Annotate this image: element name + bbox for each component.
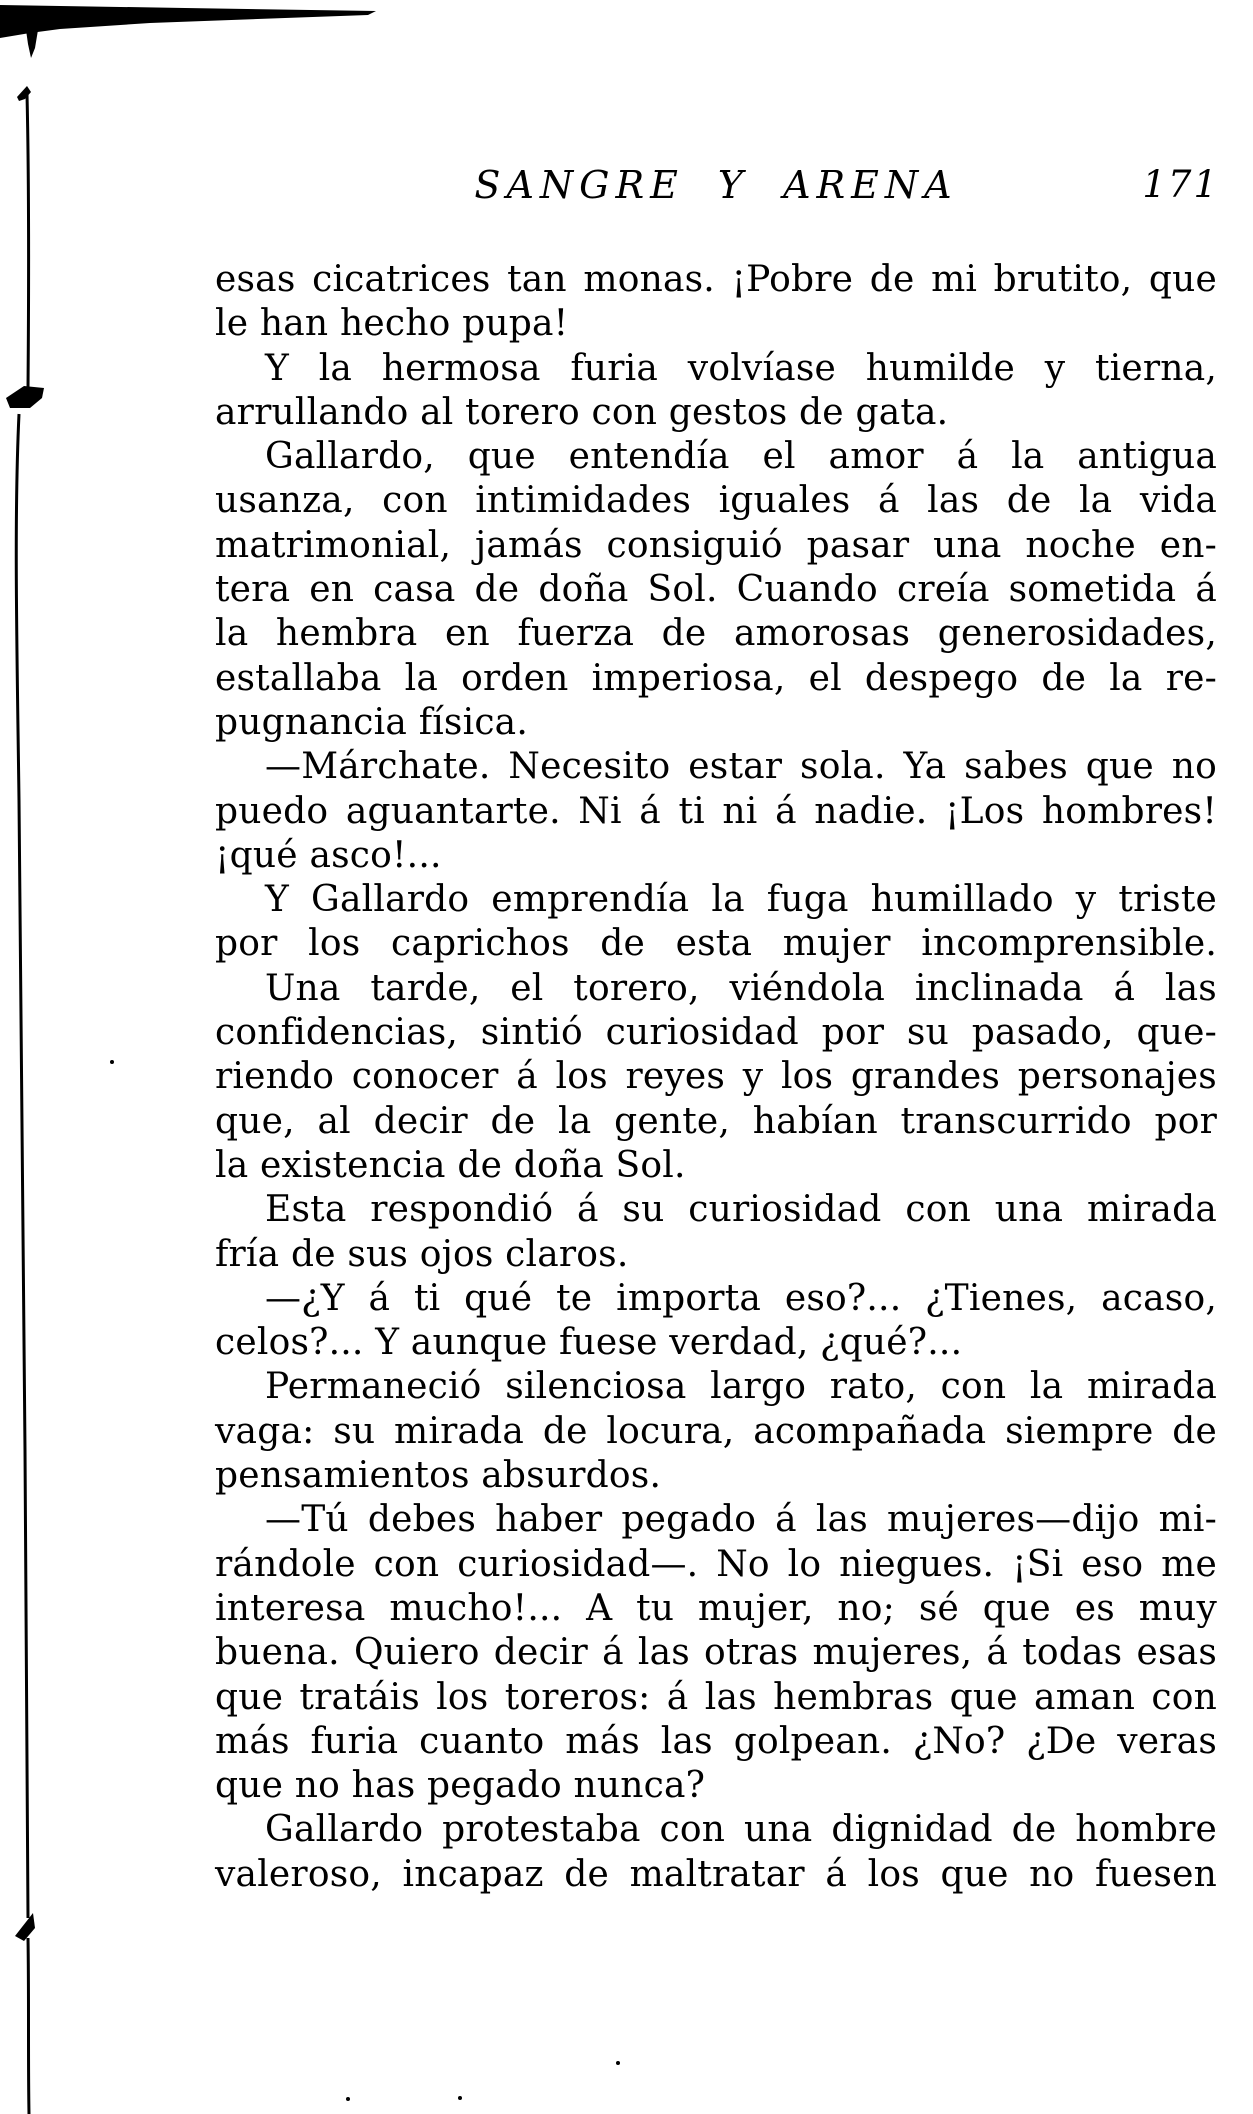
scan-speck xyxy=(110,1060,114,1064)
text-line: estallaba la orden imperiosa, el despego de la re- xyxy=(215,657,1217,699)
text-line: que, al decir de la gente, habían transcurrido por xyxy=(215,1100,1217,1142)
scan-speck xyxy=(458,2096,462,2100)
text-line: la existencia de doña Sol. xyxy=(215,1144,686,1186)
text-line: —Tú debes haber pegado á las mujeres—dijo mi- xyxy=(265,1499,1217,1541)
scan-speck xyxy=(346,2097,350,2101)
text-line: vaga: su mirada de locura, acompañada siempre de xyxy=(215,1410,1217,1452)
text-line: la hembra en fuerza de amorosas generosidades, xyxy=(215,613,1217,655)
text-line: matrimonial, jamás consiguió pasar una noche en- xyxy=(215,524,1217,566)
text-line: pensamientos absurdos. xyxy=(215,1455,662,1497)
text-line: Y Gallardo emprendía la fuga humillado y triste xyxy=(265,879,1217,921)
text-line: celos?... Y aunque fuese verdad, ¿qué?... xyxy=(215,1322,963,1364)
text-line: pugnancia física. xyxy=(215,701,528,743)
text-line: riendo conocer á los reyes y los grandes personajes xyxy=(215,1056,1217,1098)
text-line: arrullando al torero con gestos de gata. xyxy=(215,391,949,433)
page-number: 171 xyxy=(1142,163,1219,206)
text-line: puedo aguantarte. Ni á ti ni á nadie. ¡Los hombres! xyxy=(215,790,1217,832)
page-title: SANGRE Y ARENA xyxy=(474,163,958,207)
text-line: le han hecho pupa! xyxy=(215,303,569,345)
text-line: valeroso, incapaz de maltratar á los que no fuesen xyxy=(215,1853,1217,1895)
text-line: Gallardo protestaba con una dignidad de hombre xyxy=(265,1809,1217,1851)
text-line: buena. Quiero decir á las otras mujeres, á todas esas xyxy=(215,1632,1217,1674)
text-line: rándole con curiosidad—. No lo niegues. ¡Si eso me xyxy=(215,1543,1217,1585)
text-line: esas cicatrices tan monas. ¡Pobre de mi brutito, que xyxy=(215,259,1217,300)
text-line: —¿Y á ti qué te importa eso?... ¿Tienes, acaso, xyxy=(265,1277,1217,1319)
text-line: ¡qué asco!... xyxy=(215,834,442,876)
text-line: que no has pegado nunca? xyxy=(215,1765,706,1807)
text-line: confidencias, sintió curiosidad por su pasado, que- xyxy=(215,1012,1217,1054)
text-line: tera en casa de doña Sol. Cuando creía sometida á xyxy=(215,569,1217,611)
text-line: Esta respondió á su curiosidad con una mirada xyxy=(265,1189,1217,1231)
text-line: interesa mucho!... A tu mujer, no; sé que es muy xyxy=(215,1587,1217,1629)
text-line: que tratáis los toreros: á las hembras que aman con xyxy=(215,1676,1217,1718)
text-line: Y la hermosa furia volvíase humilde y tierna, xyxy=(265,347,1217,389)
running-header xyxy=(215,163,1217,211)
text-line: Permaneció silenciosa largo rato, con la mirada xyxy=(265,1366,1217,1408)
scan-speck xyxy=(616,2061,620,2065)
text-line: más furia cuanto más las golpean. ¿No? ¿De veras xyxy=(215,1720,1217,1762)
body-text xyxy=(215,258,1217,1897)
text-line: Gallardo, que entendía el amor á la antigua xyxy=(265,436,1217,478)
text-line: Una tarde, el torero, viéndola inclinada á las xyxy=(265,967,1217,1009)
text-line: fría de sus ojos claros. xyxy=(215,1233,629,1275)
text-line: —Márchate. Necesito estar sola. Ya sabes que no xyxy=(265,746,1217,788)
text-line: usanza, con intimidades iguales á las de la vida xyxy=(215,480,1217,522)
text-line: por los caprichos de esta mujer incomprensible. xyxy=(215,923,1217,965)
